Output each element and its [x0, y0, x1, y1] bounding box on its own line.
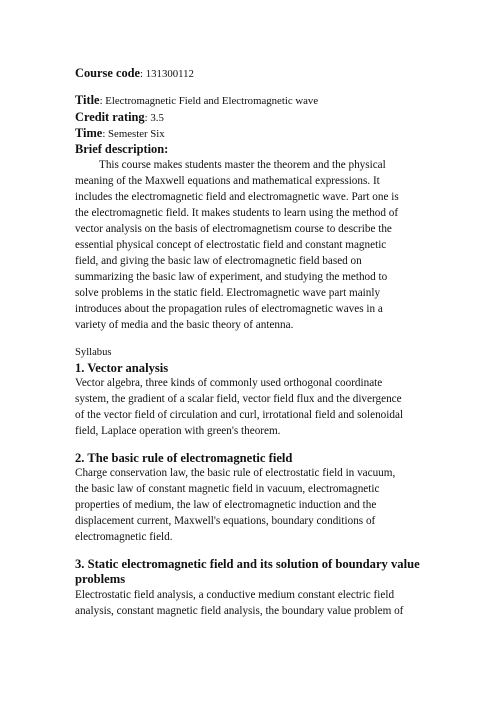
credit-label: Credit rating: [75, 110, 145, 124]
course-code-line: [75, 66, 194, 81]
credit-value: 3.5: [150, 112, 164, 124]
brief-description-heading: Brief description:: [75, 142, 169, 156]
course-code-sep: :: [140, 68, 146, 80]
section-line: system, the gradient of a scalar field, vector field flux and the divergence: [75, 393, 402, 405]
brief-line: essential physical concept of electrostatic field and constant magnetic: [75, 239, 387, 251]
section-line: electromagnetic field.: [75, 531, 173, 543]
section-line: Vector algebra, three kinds of commonly used orthogonal coordinate: [75, 377, 383, 389]
time-line: [75, 126, 165, 141]
credit-sep: :: [144, 112, 151, 124]
brief-line: the electromagnetic field. It makes students to learn using the method of: [75, 207, 399, 219]
brief-line: summarizing the basic law of experiment, and studying the method to: [75, 271, 388, 283]
brief-line: meaning of the Maxwell equations and mathematical expressions. It: [75, 175, 380, 187]
syllabus-label: Syllabus: [75, 347, 112, 358]
section-line: Electrostatic field analysis, a conductive medium constant electric field: [75, 589, 395, 601]
title-label: Title: [75, 93, 100, 107]
time-sep: :: [102, 128, 109, 140]
brief-line: solve problems in the static field. Electromagnetic wave part mainly: [75, 287, 381, 299]
section-line: Charge conservation law, the basic rule of electrostatic field in vacuum,: [75, 467, 396, 479]
title-value: Electromagnetic Field and Electromagnetic wave: [105, 95, 319, 107]
section-heading: 2. The basic rule of electromagnetic field: [75, 451, 293, 465]
brief-line: field, and giving the basic law of electromagnetic field based on: [75, 255, 362, 267]
time-value: Semester Six: [108, 128, 165, 140]
section-line: analysis, constant magnetic field analysis, the boundary value problem of: [75, 605, 404, 617]
brief-line: vector analysis on the basis of electromagnetism course to describe the: [75, 223, 392, 235]
title-sep: :: [99, 95, 106, 107]
brief-line: introduces about the propagation rules of electromagnetic waves in a: [75, 303, 383, 315]
credit-line: [75, 110, 164, 125]
section-heading: 3. Static electromagnetic field and its solution of boundary value: [75, 557, 420, 571]
title-line: [75, 93, 318, 108]
section-line: field, Laplace operation with green's theorem.: [75, 425, 281, 437]
section-line: properties of medium, the law of electromagnetic induction and the: [75, 499, 377, 511]
section-heading: 1. Vector analysis: [75, 361, 169, 375]
section-line: of the vector field of circulation and curl, irrotational field and solenoidal: [75, 409, 404, 421]
section-line: the basic law of constant magnetic field in vacuum, electromagnetic: [75, 483, 380, 495]
time-label: Time: [75, 126, 103, 140]
brief-line: This course makes students master the theorem and the physical: [99, 159, 386, 171]
section-line: displacement current, Maxwell's equations, boundary conditions of: [75, 515, 376, 527]
course-code-label: Course code: [75, 66, 141, 80]
brief-line: includes the electromagnetic field and electromagnetic wave. Part one is: [75, 191, 399, 203]
brief-line: variety of media and the basic theory of antenna.: [75, 319, 294, 331]
course-code-value: 131300112: [145, 68, 194, 80]
section-heading-continued: problems: [75, 572, 126, 586]
